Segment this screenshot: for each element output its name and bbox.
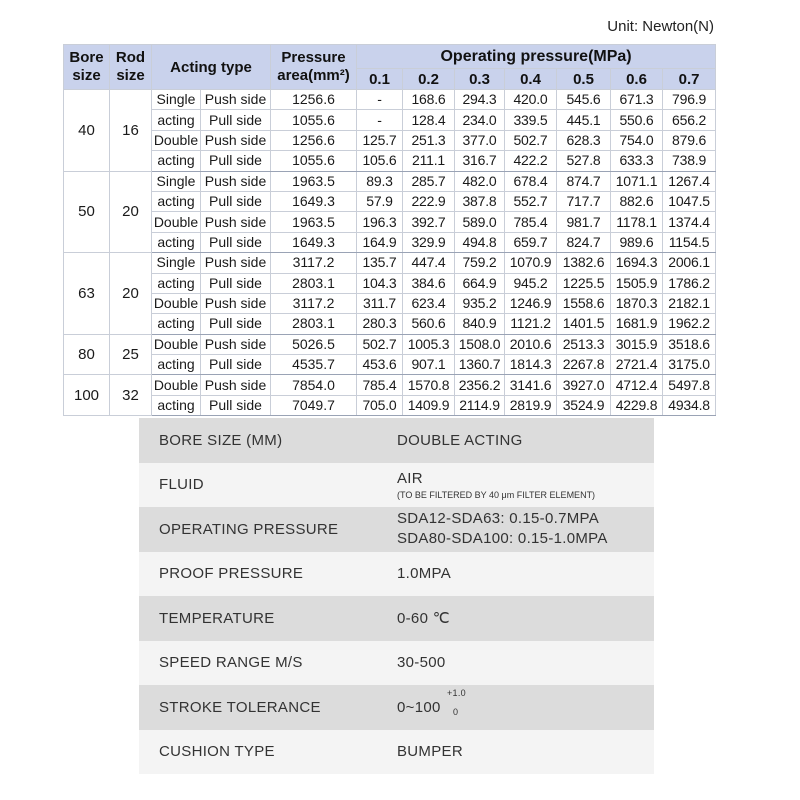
force-value-cell: 445.1 (557, 110, 611, 130)
spec-row-temperature (139, 596, 654, 641)
force-value-cell: 705.0 (357, 395, 403, 415)
force-value-cell: 339.5 (505, 110, 557, 130)
table-row (64, 314, 716, 334)
rod-size-cell: 20 (110, 253, 152, 335)
force-value-cell: 453.6 (357, 355, 403, 375)
tolerance-base: 0~100 (397, 698, 441, 716)
force-value-cell: 678.4 (505, 171, 557, 191)
force-value-cell: 502.7 (357, 334, 403, 354)
pressure-area-cell: 1256.6 (271, 90, 357, 110)
force-value-cell: 1047.5 (663, 191, 716, 211)
force-value-cell: 5497.8 (663, 375, 716, 395)
side-cell: Push side (201, 334, 271, 354)
force-value-cell: 251.3 (403, 130, 455, 150)
header-bore-size: Bore size (64, 45, 110, 90)
force-value-cell: 1814.3 (505, 355, 557, 375)
force-value-cell: 759.2 (455, 253, 505, 273)
table-row (64, 212, 716, 232)
tolerance-upper: +1.0 (447, 687, 466, 698)
side-cell: Pull side (201, 151, 271, 171)
table-row (64, 253, 716, 273)
force-value-cell: 285.7 (403, 171, 455, 191)
force-value-cell: 907.1 (403, 355, 455, 375)
spec-label: TEMPERATURE (159, 609, 275, 627)
acting-type-cell: acting (152, 232, 201, 252)
table-body (64, 90, 716, 416)
force-value-cell: 105.6 (357, 151, 403, 171)
acting-type-cell: acting (152, 314, 201, 334)
force-value-cell: 2819.9 (505, 395, 557, 415)
force-value-cell: 882.6 (611, 191, 663, 211)
side-cell: Pull side (201, 232, 271, 252)
force-value-cell: 1070.9 (505, 253, 557, 273)
force-value-cell: 1786.2 (663, 273, 716, 293)
header-pressure-value: 0.3 (455, 69, 505, 90)
rod-size-cell: 20 (110, 171, 152, 253)
unit-label: Unit: Newton(N) (607, 18, 714, 35)
bore-size-cell: 100 (64, 375, 110, 416)
spec-value (379, 470, 654, 500)
force-value-cell: 738.9 (663, 151, 716, 171)
force-value-cell: 329.9 (403, 232, 455, 252)
pressure-area-cell: 7049.7 (271, 395, 357, 415)
table-row (64, 375, 716, 395)
spec-value: DOUBLE ACTING (397, 431, 523, 449)
force-value-cell: 785.4 (357, 375, 403, 395)
header-pressure-value: 0.5 (557, 69, 611, 90)
force-value-cell: 168.6 (403, 90, 455, 110)
force-value-cell: 1246.9 (505, 293, 557, 313)
bore-size-cell: 80 (64, 334, 110, 375)
force-value-cell: 125.7 (357, 130, 403, 150)
force-value-cell: 387.8 (455, 191, 505, 211)
force-value-cell: 311.7 (357, 293, 403, 313)
spec-value (379, 509, 654, 549)
acting-type-cell: Single (152, 253, 201, 273)
side-cell: Push side (201, 253, 271, 273)
acting-type-cell: acting (152, 191, 201, 211)
force-value-cell: 3175.0 (663, 355, 716, 375)
force-value-cell: 447.4 (403, 253, 455, 273)
force-value-cell: 4229.8 (611, 395, 663, 415)
spec-label: SPEED RANGE M/S (159, 654, 303, 672)
force-value-cell: 796.9 (663, 90, 716, 110)
force-value-cell: 4934.8 (663, 395, 716, 415)
force-value-cell: 4712.4 (611, 375, 663, 395)
force-value-cell: 1225.5 (557, 273, 611, 293)
side-cell: Push side (201, 171, 271, 191)
table-row (64, 334, 716, 354)
force-value-cell: 494.8 (455, 232, 505, 252)
acting-type-cell: acting (152, 395, 201, 415)
table-row (64, 273, 716, 293)
side-cell: Pull side (201, 273, 271, 293)
force-value-cell: 164.9 (357, 232, 403, 252)
spec-value: 30-500 (397, 654, 446, 672)
rod-size-cell: 25 (110, 334, 152, 375)
force-value-cell: 135.7 (357, 253, 403, 273)
side-cell: Push side (201, 375, 271, 395)
pressure-area-cell: 4535.7 (271, 355, 357, 375)
force-value-cell: 664.9 (455, 273, 505, 293)
bore-size-cell: 40 (64, 90, 110, 172)
fluid-note: (TO BE FILTERED BY 40 μm FILTER ELEMENT) (397, 489, 596, 500)
force-value-cell: 422.2 (505, 151, 557, 171)
header-pressure-value: 0.1 (357, 69, 403, 90)
rod-size-cell: 16 (110, 90, 152, 172)
operating-pressure-line-2: SDA80-SDA100: 0.15-1.0MPA (397, 530, 608, 548)
side-cell: Push side (201, 212, 271, 232)
force-value-cell: 628.3 (557, 130, 611, 150)
pressure-area-cell: 1055.6 (271, 110, 357, 130)
acting-type-cell: Single (152, 90, 201, 110)
force-value-cell: 1360.7 (455, 355, 505, 375)
table-row (64, 171, 716, 191)
header-acting-type: Acting type (152, 45, 271, 90)
header-pressure-value: 0.4 (505, 69, 557, 90)
spec-row-bore-size (139, 418, 654, 463)
force-value-cell: 89.3 (357, 171, 403, 191)
bore-size-cell: 63 (64, 253, 110, 335)
acting-type-cell: acting (152, 355, 201, 375)
force-value-cell: 824.7 (557, 232, 611, 252)
force-value-cell: 656.2 (663, 110, 716, 130)
side-cell: Pull side (201, 314, 271, 334)
spec-value: 0-60 ℃ (397, 610, 450, 628)
force-value-cell: 502.7 (505, 130, 557, 150)
force-value-cell: 3518.6 (663, 334, 716, 354)
acting-type-cell: acting (152, 110, 201, 130)
force-value-cell: 945.2 (505, 273, 557, 293)
spec-table (139, 418, 654, 774)
pressure-area-cell: 1649.3 (271, 232, 357, 252)
force-value-cell: 1694.3 (611, 253, 663, 273)
header-pressure-value: 0.2 (403, 69, 455, 90)
force-value-cell: 222.9 (403, 191, 455, 211)
force-value-cell: 392.7 (403, 212, 455, 232)
acting-type-cell: Double (152, 130, 201, 150)
force-value-cell: 280.3 (357, 314, 403, 334)
pressure-area-cell: 3117.2 (271, 253, 357, 273)
acting-type-cell: Double (152, 375, 201, 395)
side-cell: Push side (201, 130, 271, 150)
header-operating-pressure: Operating pressure(MPa) (357, 45, 716, 69)
force-value-cell: 2356.2 (455, 375, 505, 395)
spec-label: BORE SIZE (MM) (159, 431, 283, 449)
spec-label: STROKE TOLERANCE (159, 698, 321, 716)
force-value-cell: 1178.1 (611, 212, 663, 232)
stroke-tolerance-value (397, 687, 466, 717)
pressure-area-cell: 3117.2 (271, 293, 357, 313)
force-value-cell: 633.3 (611, 151, 663, 171)
force-value-cell: 560.6 (403, 314, 455, 334)
spec-value: BUMPER (397, 743, 463, 761)
side-cell: Pull side (201, 110, 271, 130)
force-value-cell: 482.0 (455, 171, 505, 191)
table-header (64, 45, 716, 90)
pressure-area-cell: 1963.5 (271, 212, 357, 232)
table-row (64, 151, 716, 171)
spec-row-operating-pressure (139, 507, 654, 552)
pressure-area-cell: 7854.0 (271, 375, 357, 395)
acting-type-cell: Double (152, 334, 201, 354)
rod-size-cell: 32 (110, 375, 152, 416)
spec-row-proof-pressure (139, 552, 654, 597)
header-pressure-value: 0.6 (611, 69, 663, 90)
force-value-cell: 2010.6 (505, 334, 557, 354)
force-value-cell: 1005.3 (403, 334, 455, 354)
force-value-cell: - (357, 90, 403, 110)
table-row (64, 293, 716, 313)
force-value-cell: 879.6 (663, 130, 716, 150)
force-value-cell: 1409.9 (403, 395, 455, 415)
force-value-cell: 2182.1 (663, 293, 716, 313)
table-row (64, 232, 716, 252)
force-value-cell: 623.4 (403, 293, 455, 313)
force-value-cell: 1071.1 (611, 171, 663, 191)
fluid-value: AIR (397, 469, 423, 487)
acting-type-cell: Double (152, 212, 201, 232)
force-value-cell: 377.0 (455, 130, 505, 150)
side-cell: Pull side (201, 355, 271, 375)
spec-row-fluid (139, 463, 654, 508)
pressure-area-cell: 2803.1 (271, 314, 357, 334)
table-row (64, 395, 716, 415)
side-cell: Push side (201, 90, 271, 110)
tolerance-lower: 0 (453, 706, 459, 717)
table-row (64, 130, 716, 150)
force-value-cell: 935.2 (455, 293, 505, 313)
force-value-cell: 1681.9 (611, 314, 663, 334)
force-value-cell: 754.0 (611, 130, 663, 150)
force-value-cell: 1870.3 (611, 293, 663, 313)
side-cell: Pull side (201, 191, 271, 211)
force-value-cell: 840.9 (455, 314, 505, 334)
force-value-cell: 2006.1 (663, 253, 716, 273)
pressure-area-cell: 1256.6 (271, 130, 357, 150)
force-value-cell: 1508.0 (455, 334, 505, 354)
acting-type-cell: Single (152, 171, 201, 191)
force-value-cell: 2267.8 (557, 355, 611, 375)
force-value-cell: 316.7 (455, 151, 505, 171)
pressure-area-cell: 5026.5 (271, 334, 357, 354)
force-value-cell: 3015.9 (611, 334, 663, 354)
pressure-area-cell: 1055.6 (271, 151, 357, 171)
acting-type-cell: Double (152, 293, 201, 313)
spec-label: CUSHION TYPE (159, 743, 275, 761)
force-value-cell: 2114.9 (455, 395, 505, 415)
force-value-cell: 384.6 (403, 273, 455, 293)
force-value-cell: 57.9 (357, 191, 403, 211)
force-value-cell: 211.1 (403, 151, 455, 171)
force-value-cell: 3927.0 (557, 375, 611, 395)
force-value-cell: 589.0 (455, 212, 505, 232)
force-value-cell: 2721.4 (611, 355, 663, 375)
spec-label: PROOF PRESSURE (159, 565, 304, 583)
table-row (64, 355, 716, 375)
force-value-cell: 874.7 (557, 171, 611, 191)
table-row (64, 110, 716, 130)
force-value-cell: 659.7 (505, 232, 557, 252)
side-cell: Push side (201, 293, 271, 313)
table-row (64, 191, 716, 211)
bore-size-cell: 50 (64, 171, 110, 253)
pressure-area-cell: 1963.5 (271, 171, 357, 191)
force-value-cell: 1570.8 (403, 375, 455, 395)
force-value-cell: - (357, 110, 403, 130)
force-value-cell: 527.8 (557, 151, 611, 171)
operating-pressure-line-1: SDA12-SDA63: 0.15-0.7MPA (397, 510, 600, 528)
force-table (63, 44, 716, 416)
force-value-cell: 104.3 (357, 273, 403, 293)
force-value-cell: 1505.9 (611, 273, 663, 293)
spec-label: FLUID (159, 476, 204, 494)
force-value-cell: 545.6 (557, 90, 611, 110)
force-value-cell: 1962.2 (663, 314, 716, 334)
force-value-cell: 420.0 (505, 90, 557, 110)
force-value-cell: 3141.6 (505, 375, 557, 395)
force-value-cell: 1401.5 (557, 314, 611, 334)
force-value-cell: 989.6 (611, 232, 663, 252)
acting-type-cell: acting (152, 151, 201, 171)
spec-label: OPERATING PRESSURE (159, 520, 339, 538)
force-value-cell: 234.0 (455, 110, 505, 130)
force-value-cell: 552.7 (505, 191, 557, 211)
force-value-cell: 785.4 (505, 212, 557, 232)
force-value-cell: 717.7 (557, 191, 611, 211)
force-value-cell: 981.7 (557, 212, 611, 232)
header-pressure-value: 0.7 (663, 69, 716, 90)
force-value-cell: 1382.6 (557, 253, 611, 273)
spec-row-stroke-tolerance (139, 685, 654, 730)
table-row (64, 90, 716, 110)
force-value-cell: 1267.4 (663, 171, 716, 191)
header-pressure-area: Pressure area(mm²) (271, 45, 357, 90)
spec-value (379, 687, 654, 717)
force-value-cell: 1374.4 (663, 212, 716, 232)
force-value-cell: 3524.9 (557, 395, 611, 415)
force-value-cell: 196.3 (357, 212, 403, 232)
force-value-cell: 1558.6 (557, 293, 611, 313)
force-value-cell: 1121.2 (505, 314, 557, 334)
side-cell: Pull side (201, 395, 271, 415)
force-value-cell: 294.3 (455, 90, 505, 110)
spec-row-speed-range (139, 641, 654, 686)
pressure-area-cell: 2803.1 (271, 273, 357, 293)
force-value-cell: 1154.5 (663, 232, 716, 252)
force-value-cell: 128.4 (403, 110, 455, 130)
spec-value: 1.0MPA (397, 565, 452, 583)
header-rod-size: Rod size (110, 45, 152, 90)
force-value-cell: 550.6 (611, 110, 663, 130)
spec-row-cushion-type (139, 730, 654, 775)
acting-type-cell: acting (152, 273, 201, 293)
pressure-area-cell: 1649.3 (271, 191, 357, 211)
force-value-cell: 2513.3 (557, 334, 611, 354)
force-value-cell: 671.3 (611, 90, 663, 110)
